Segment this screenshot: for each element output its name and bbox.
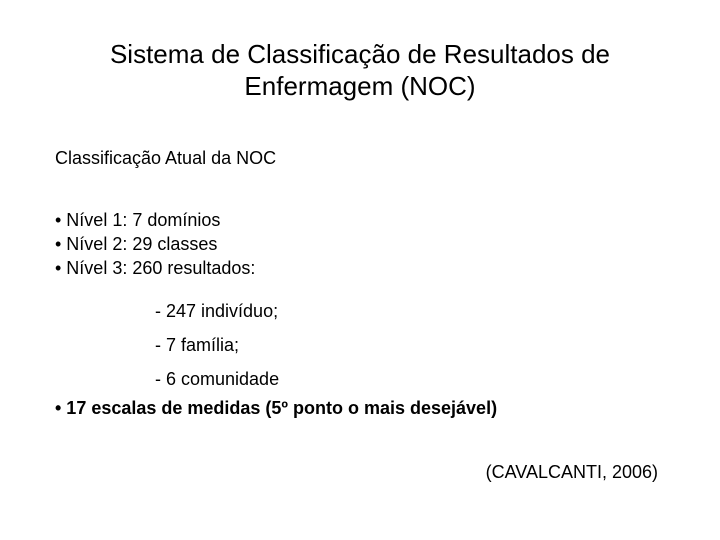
levels-list xyxy=(55,208,255,280)
citation: (CAVALCANTI, 2006) xyxy=(485,462,658,482)
list-item-level-3: • Nível 3: 260 resultados: xyxy=(55,258,256,278)
slide-title-line-1: Sistema de Classificação de Resultados de xyxy=(109,39,611,69)
slide-title-line-2: Enfermagem (NOC) xyxy=(244,71,476,101)
list-item-level-1: • Nível 1: 7 domínios xyxy=(55,210,221,230)
slide-title xyxy=(0,38,720,102)
results-breakdown-list xyxy=(155,300,279,402)
scales-bullet: • 17 escalas de medidas (5º ponto o mais desejável) xyxy=(55,398,498,418)
list-item-community: - 6 comunidade xyxy=(155,369,280,389)
list-item-family: - 7 família; xyxy=(155,335,240,355)
section-subtitle: Classificação Atual da NOC xyxy=(55,148,277,168)
list-item-level-2: • Nível 2: 29 classes xyxy=(55,234,218,254)
list-item-individual: - 247 indivíduo; xyxy=(155,301,279,321)
